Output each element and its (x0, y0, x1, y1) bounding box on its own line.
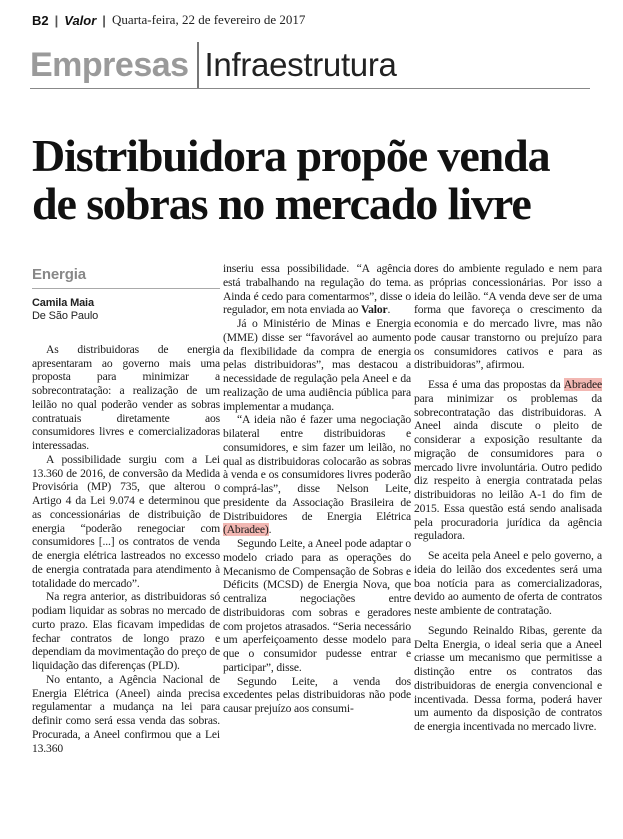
paragraph-text: para minimizar os problemas da sobrecontratação das distribuidoras. A Aneel ainda discute o pleito de considerar a exposição resultante da migração de consumidores para o mercado livre involuntária. Outro pedido diz respeito à energia contratada pelas distribuidoras no leilão A-1 do fim de 2015. Essa questão está sendo analisada pela procuradoria jurídica da agência reguladora. (414, 391, 602, 543)
paragraph: No entanto, a Agência Nacional de Energia Elétrica (Aneel) ainda precisa regulamentar a mudança na lei para definir como será essa venda das sobras. Procurada, a Aneel confirmou que a Lei 13.360 (32, 672, 220, 755)
article-column-3 (414, 262, 602, 734)
headline-line-1: Distribuidora propõe venda (32, 130, 550, 181)
paragraph: Já o Ministério de Minas e Energia (MME) disse ser “favorável ao aumento da flexibilidade da compra de energia pelas distribuidoras”, mas destacou a necessidade de regulação pela Aneel e da realização de uma audiência pública para implementar a mudança. (223, 317, 411, 413)
highlighted-term: (Abradee) (223, 523, 269, 537)
paragraph: A possibilidade surgiu com a Lei 13.360 de 2016, de conversão da Medida Provisória (MP) 735, que alterou o Artigo 4 da Lei 9.074 e determinou que as concessionárias de distribuição de energia “poderão renegociar com consumidores [...] os contratos de venda de energia elétrica lastreados no excesso de energia contratada para atendimento à totalidade do mercado”. (32, 452, 220, 590)
paragraph: Segundo Reinaldo Ribas, gerente da Delta Energia, o ideal seria que a Aneel criasse um mecanismo que permitisse a distinção entre os contratos das distribuidoras de energia convencional e incentivada. Dessa forma, poderá haver um aumento da disposição de contratos de energia incentivada no mercado livre. (414, 623, 602, 733)
paragraph-text: inseriu essa possibilidade. “A agência está trabalhando na regulação do tema. Ainda é cedo para comentarmos”, disse o regulador, em nota enviada ao (223, 262, 411, 317)
page-number: B2 (32, 12, 49, 28)
paragraph: Segundo Leite, a Aneel pode adaptar o modelo criado para as operações do Mecanismo de Compensação de Sobras e Déficits (MCSD) de Energia Nova, que centraliza negociações entre distribuidoras com sobras e geradores com projetos atrasados. “Seria necessário um aperfeiçoamento desse modelo para que o consumidor pudesse entrar e participar”, disse. (223, 537, 411, 674)
paragraph-text: “A ideia não é fazer uma negociação bilateral entre distribuidoras e consumidores, e sim fazer um leilão, no qual as distribuidoras colocarão as sobras à venda e os consumidores livres poderão comprá-las”, disse Nelson Leite, presidente da Associação Brasileira de Distribuidores de Energia Elétrica (223, 413, 411, 523)
section-sub: Infraestrutura (204, 46, 397, 83)
paragraph-end: . (387, 303, 391, 317)
header-separator: | (54, 12, 59, 28)
publication-mention: Valor (360, 303, 388, 317)
paragraph: dores do ambiente regulado e nem para as próprias concessionárias. Por isso a ideia do leilão. “A venda deve ser de uma forma que favoreça o crescimento da economia e do mercado livre, mas não pode causar transtorno ou prejuízo para os consumidores cativos e para as distribuidoras”, afirmou. (414, 262, 602, 372)
page-header (32, 8, 603, 32)
header-separator: | (102, 12, 106, 28)
author-location: De São Paulo (32, 309, 99, 322)
highlighted-term: Abradee (563, 378, 602, 391)
article-headline (32, 132, 612, 228)
paragraph (223, 262, 411, 317)
author-name: Camila Maia (32, 296, 94, 309)
publication-date: Quarta-feira, 22 de fevereiro de 2017 (111, 12, 306, 27)
topic-tag: Energia (32, 268, 220, 289)
brand-name: Valor (64, 12, 97, 28)
article-column-1 (32, 268, 220, 755)
paragraph: Na regra anterior, as distribuidoras só podiam liquidar as sobras no mercado de curto prazo. Elas ficavam impedidas de fechar contratos de longo prazo e dependiam da movimentação do preço de liquidação das diferenças (PLD). (32, 590, 220, 672)
paragraph: Se aceita pela Aneel e pelo governo, a ideia do leilão dos excedentes será uma boa notícia para as comercializadoras, devido ao aumento de oferta de contratos neste ambiente de contratação. (414, 549, 602, 617)
paragraph: Segundo Leite, a venda dos excedentes pelas distribuidoras não pode causar prejuízo aos consumi- (223, 674, 411, 715)
section-heading (30, 36, 590, 89)
paragraph (414, 378, 602, 543)
paragraph-end: . (268, 523, 272, 537)
section-main: Empresas (30, 42, 199, 88)
article-column-2 (223, 262, 411, 716)
paragraph (223, 413, 411, 537)
paragraph: As distribuidoras de energia apresentaram ao governo mais uma proposta para minimizar a sobrecontratação: a realização de um leilão no qual poderão vender as sobras contratuais diretamente aos consumidores livres e comercializadoras interessadas. (32, 342, 220, 452)
paragraph-text: Essa é uma das propostas da (428, 378, 564, 391)
headline-line-2: de sobras no mercado livre (32, 178, 531, 229)
